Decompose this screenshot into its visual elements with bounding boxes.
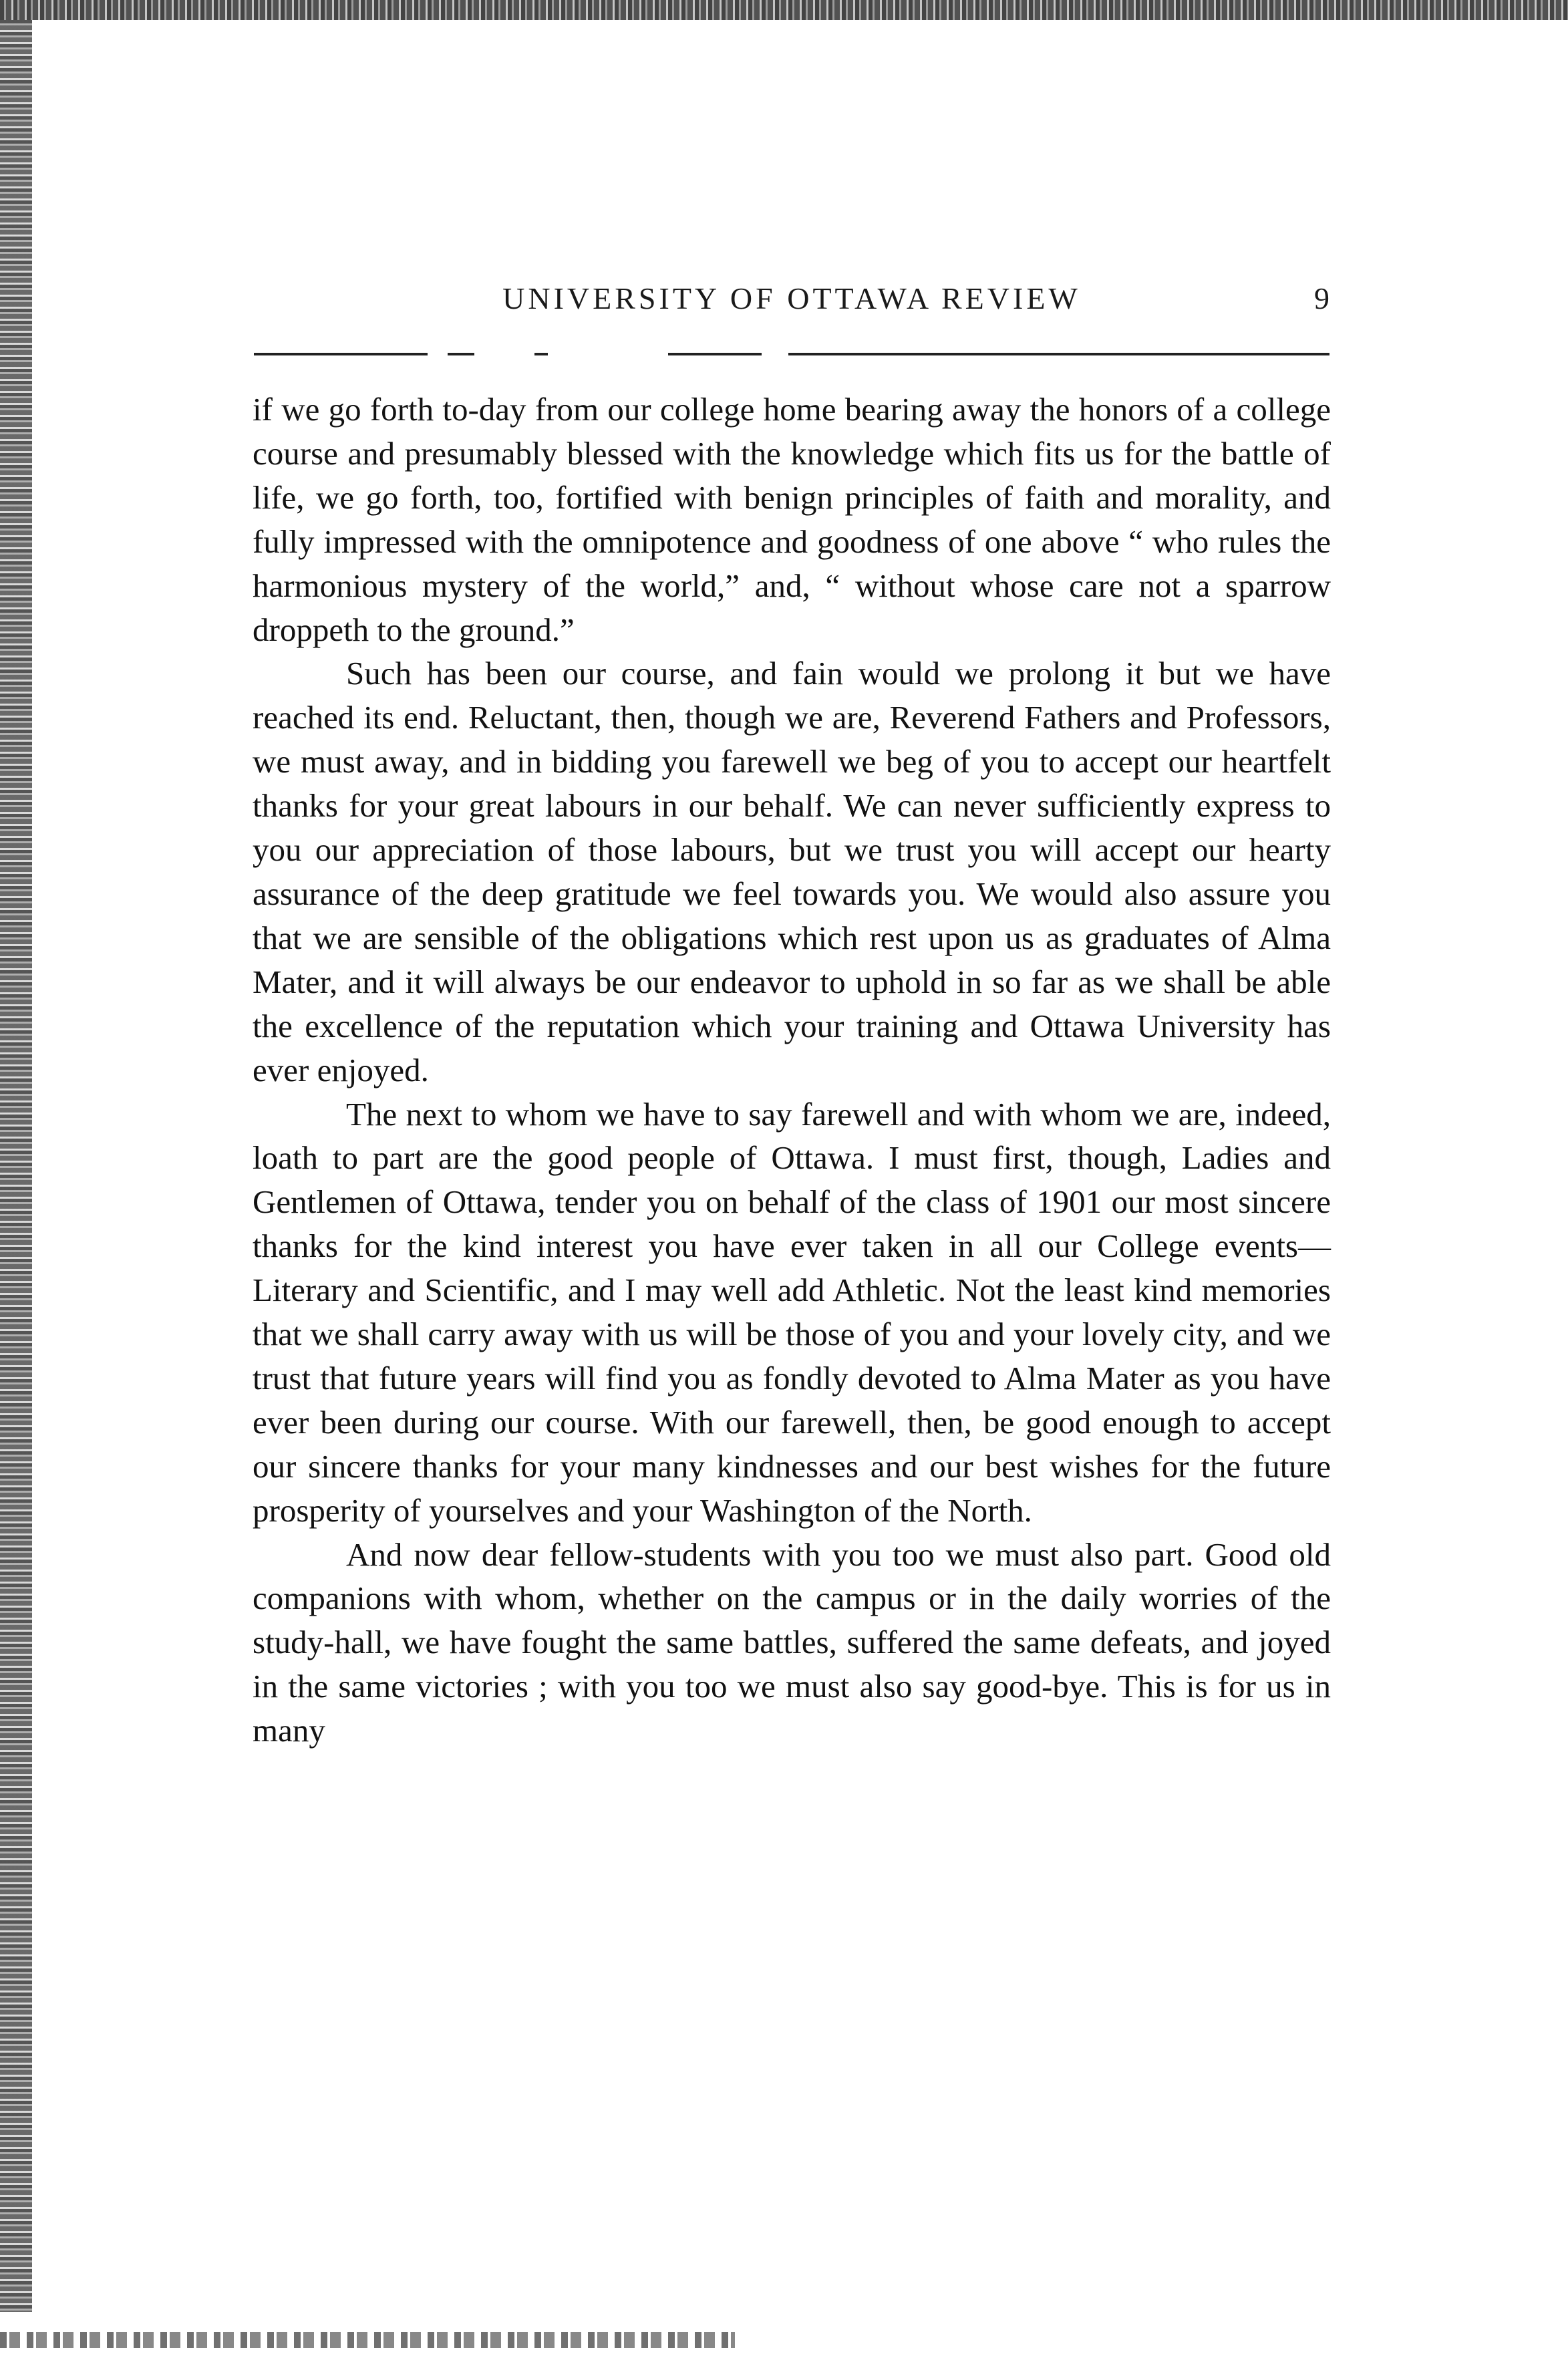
scan-border-top: [0, 0, 1568, 20]
paragraph-continuation: if we go forth to-day from our college home bearing away the honors of a college course and presumably blessed with the knowledge which fits us for the battle of life, we go forth, too, fortified with benign principles of faith and morality, and fully impressed with the omnipotence and goodness of one above “ who rules the harmonious mystery of the world,” and, “ without whose care not a sparrow droppeth to the ground.”: [253, 391, 1331, 648]
journal-title: UNIVERSITY OF OTTAWA REVIEW: [502, 281, 1081, 315]
paragraph-professors: Such has been our course, and fain would we prolong it but we have reached its end. Reluctant, then, though we are, Reverend Fathers and Professors, we must away, and in bidding you farewell we beg of you to accept our heartfelt thanks for your great labours in our behalf. We can never sufficiently express to you our appreciation of those labours, but we trust you will accept our hearty assurance of the deep gratitude we feel towards you. We would also assure you that we are sensible of the obligations which rest upon us as graduates of Alma Mater, and it will always be our endeavor to uphold in so far as we shall be able the excellence of the reputation which your training and Ottawa University has ever enjoyed.: [253, 655, 1331, 1088]
page-number: 9: [1314, 281, 1329, 315]
scan-border-left: [0, 20, 32, 2312]
scan-border-bottom: [0, 2332, 735, 2348]
paragraph-fellow-students: And now dear fellow-students with you too we must also part. Good old companions with whom, whether on the campus or in the daily worries of the study-hall, we have fought the same battles, suffered the same defeats, and joyed in the same victories ; with you too we must also say good-bye. This is for us in many: [253, 1535, 1331, 1749]
paragraph-ottawa-people: The next to whom we have to say farewell and with whom we are, indeed, loath to part are the good people of Ottawa. I must first, though, Ladies and Gentlemen of Ottawa, tender you on behalf of the class of 1901 our most sincere thanks for the kind interest you have ever taken in all our College events—Literary and Scientific, and I may well add Athletic. Not the least kind memories that we shall carry away with us will be those of you and your lovely city, and we trust that future years will find you as fondly devoted to Alma Mater as you have ever been during our course. With our farewell, then, be good enough to accept our sincere thanks for your many kindnesses and our best wishes for the future prosperity of yourselves and your Washington of the North.: [253, 1095, 1331, 1529]
running-header: [254, 281, 1329, 327]
header-rule: [254, 353, 1329, 355]
article-body: [253, 388, 1331, 1753]
